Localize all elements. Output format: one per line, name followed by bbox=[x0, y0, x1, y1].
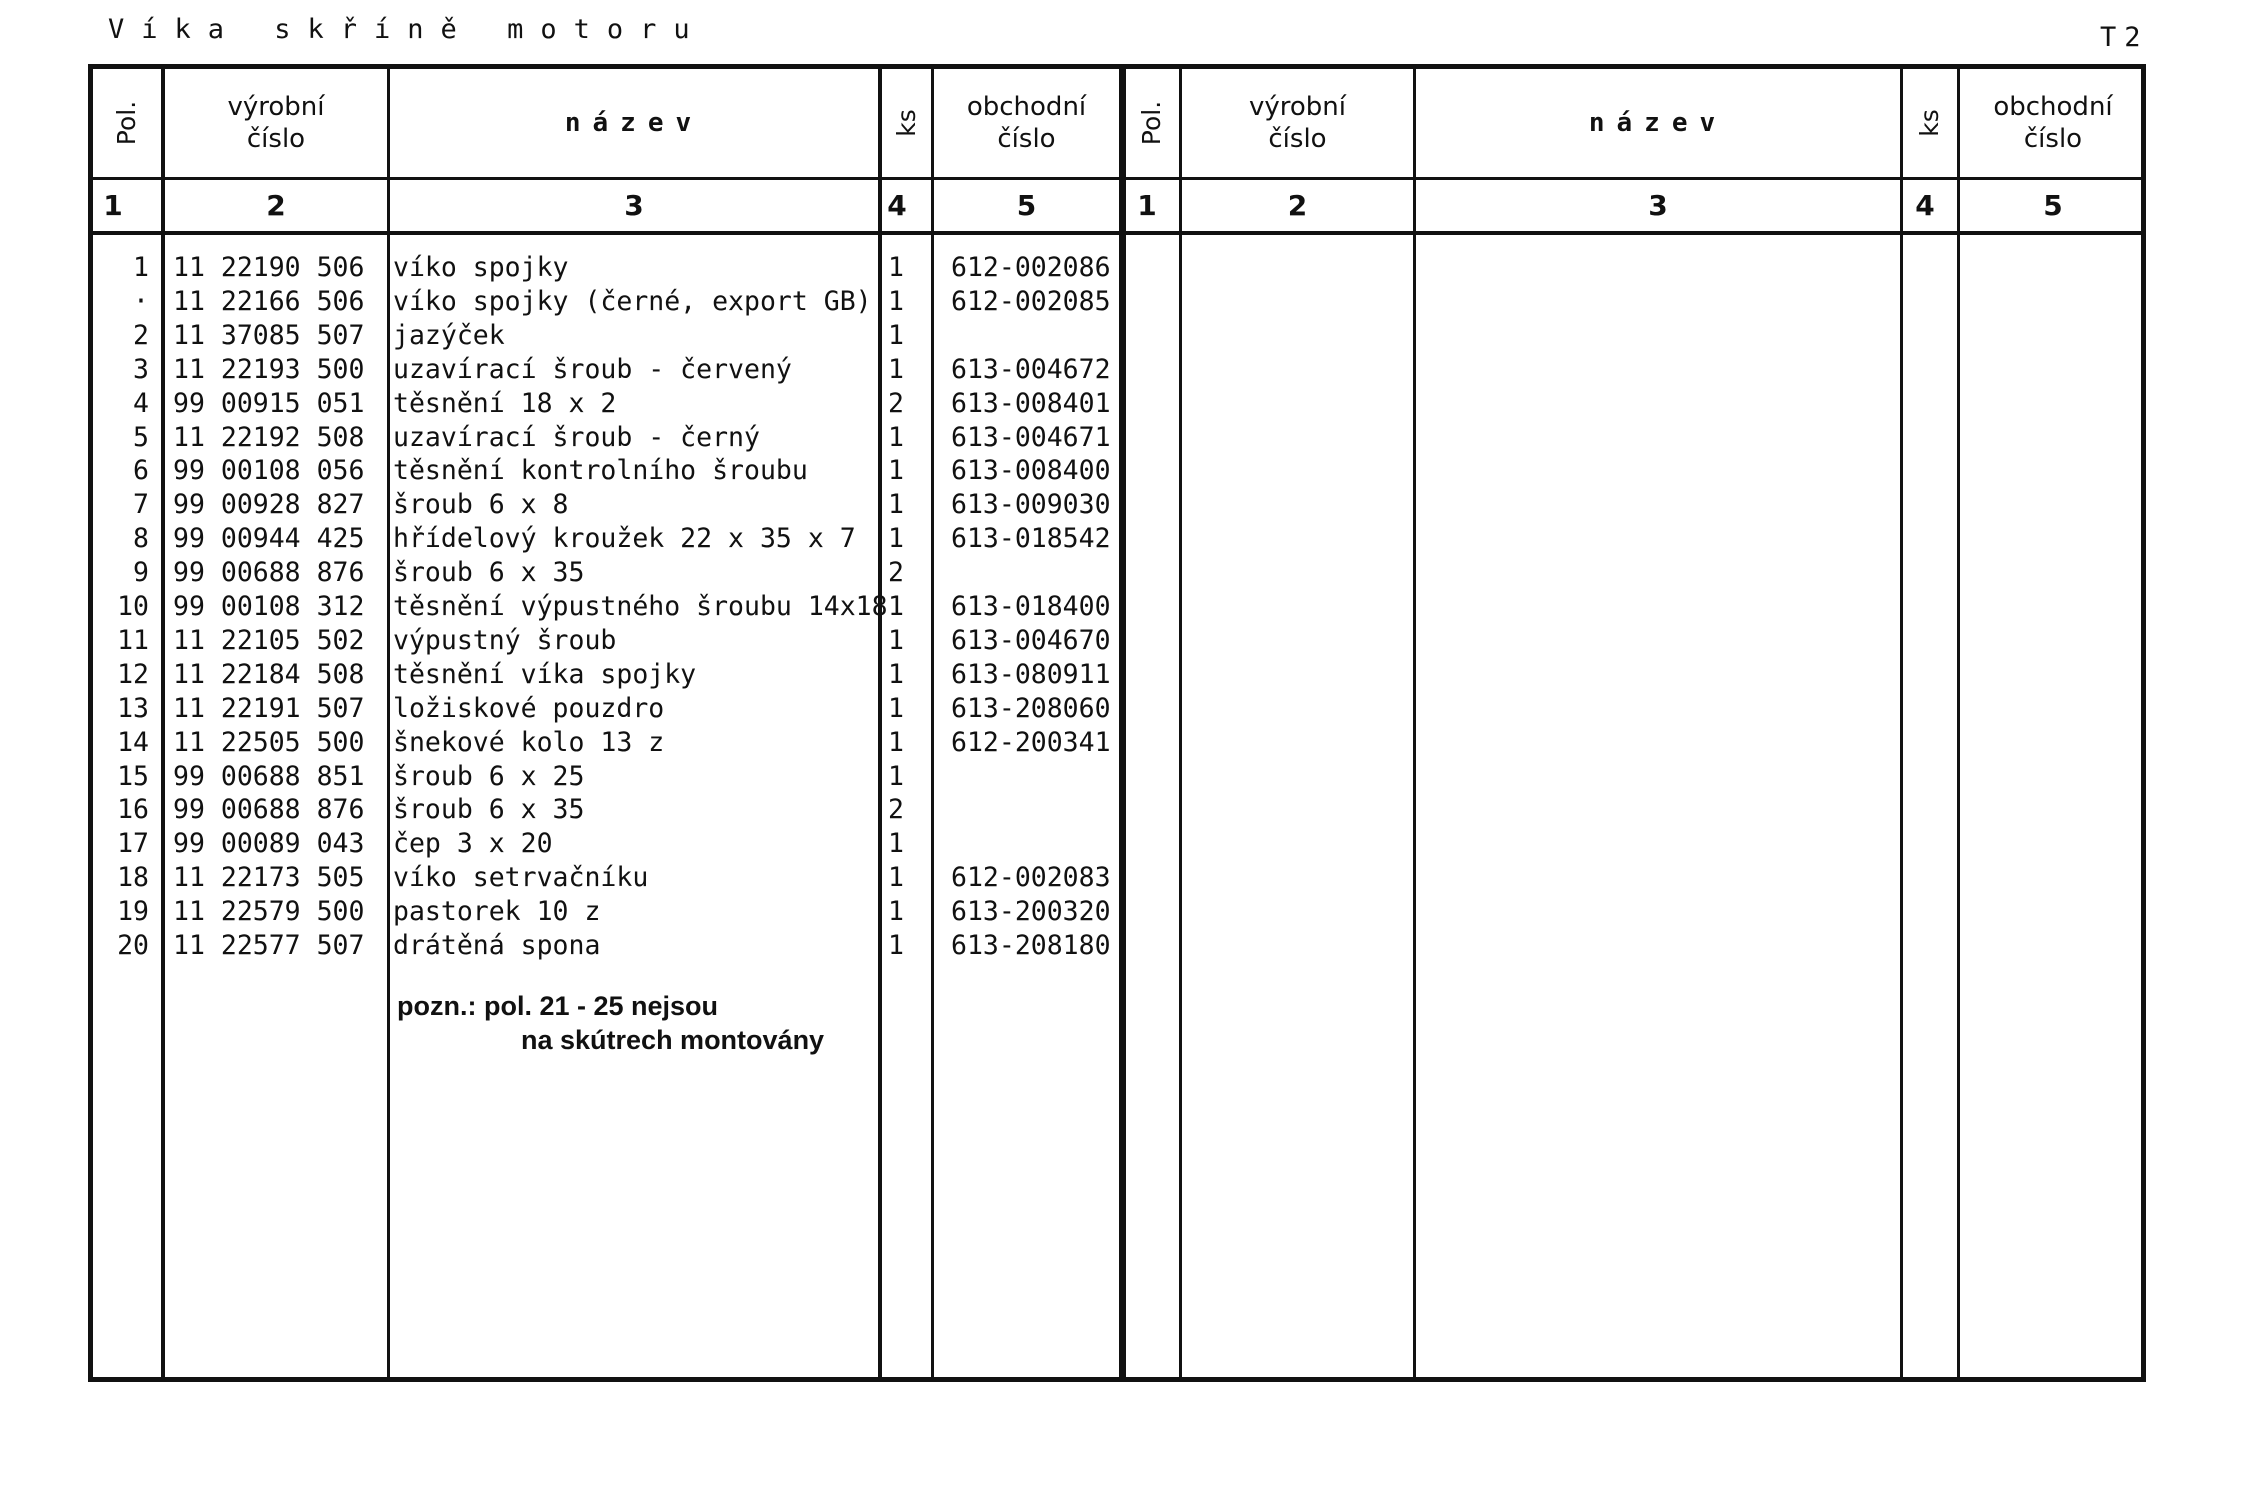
header-nazev-right: název bbox=[1588, 108, 1728, 138]
row-vyrobni-cislo: 11 22505 500 bbox=[173, 726, 365, 758]
header-vyrobni-cislo: výrobní číslo bbox=[227, 92, 325, 154]
col-number-3-right: 3 bbox=[1648, 189, 1668, 222]
note-line-1: pozn.: pol. 21 - 25 nejsou bbox=[397, 991, 719, 1021]
row-obchodni-cislo: 613-004672 bbox=[951, 353, 1111, 385]
col-number-1-right: 1 bbox=[1137, 189, 1157, 222]
col-number-4: 4 bbox=[887, 189, 907, 222]
row-pol: 11 bbox=[117, 624, 149, 656]
row-nazev: ložiskové pouzdro bbox=[393, 692, 665, 724]
row-nazev: šnekové kolo 13 z bbox=[393, 726, 665, 758]
row-ks: 2 bbox=[888, 557, 904, 589]
row-ks: 1 bbox=[888, 624, 904, 656]
row-nazev: pastorek 10 z bbox=[393, 896, 601, 928]
row-vyrobni-cislo: 99 00688 876 bbox=[173, 557, 365, 589]
row-ks: 1 bbox=[888, 489, 904, 521]
row-ks: 1 bbox=[888, 421, 904, 453]
row-pol: 17 bbox=[117, 828, 149, 860]
page-title: Víka skříně motoru bbox=[108, 14, 707, 45]
row-nazev: šroub 6 x 8 bbox=[393, 489, 569, 521]
row-obchodni-cislo: 612-002083 bbox=[951, 862, 1111, 894]
row-vyrobni-cislo: 11 37085 507 bbox=[173, 319, 365, 351]
row-ks: 1 bbox=[888, 896, 904, 928]
row-nazev: víko spojky (černé, export GB) bbox=[393, 285, 872, 317]
row-pol: 5 bbox=[133, 421, 149, 453]
row-pol: 8 bbox=[133, 523, 149, 555]
row-ks: 1 bbox=[888, 285, 904, 317]
row-pol: 16 bbox=[117, 794, 149, 826]
row-nazev: hřídelový kroužek 22 x 35 x 7 bbox=[393, 523, 856, 555]
row-vyrobni-cislo: 99 00944 425 bbox=[173, 523, 365, 555]
row-ks: 2 bbox=[888, 387, 904, 419]
row-ks: 1 bbox=[888, 828, 904, 860]
col-number-1: 1 bbox=[103, 189, 123, 222]
row-pol: 4 bbox=[133, 387, 149, 419]
row-vyrobni-cislo: 99 00688 876 bbox=[173, 794, 365, 826]
row-nazev: těsnění kontrolního šroubu bbox=[393, 455, 808, 487]
row-obchodni-cislo: 613-004670 bbox=[951, 624, 1111, 656]
row-vyrobni-cislo: 11 22191 507 bbox=[173, 692, 365, 724]
col-number-4-right: 4 bbox=[1915, 189, 1935, 222]
row-nazev: šroub 6 x 25 bbox=[393, 760, 585, 792]
row-ks: 1 bbox=[888, 862, 904, 894]
row-pol: 13 bbox=[117, 692, 149, 724]
row-vyrobni-cislo: 99 00108 056 bbox=[173, 455, 365, 487]
row-ks: 1 bbox=[888, 523, 904, 555]
header-obchodni-cislo-right: obchodní číslo bbox=[1993, 92, 2113, 154]
row-ks: 1 bbox=[888, 658, 904, 690]
row-nazev: drátěná spona bbox=[393, 930, 601, 961]
row-vyrobni-cislo: 11 22184 508 bbox=[173, 658, 365, 690]
row-ks: 1 bbox=[888, 726, 904, 758]
row-obchodni-cislo: 612-002085 bbox=[951, 285, 1111, 317]
note-line-2: na skútrech montovány bbox=[521, 1025, 825, 1055]
row-nazev: čep 3 x 20 bbox=[393, 828, 553, 860]
row-pol: 18 bbox=[117, 862, 149, 894]
row-obchodni-cislo: 613-208180 bbox=[951, 930, 1111, 961]
row-vyrobni-cislo: 11 22192 508 bbox=[173, 421, 365, 453]
row-pol: 9 bbox=[133, 557, 149, 589]
row-ks: 1 bbox=[888, 930, 904, 961]
row-nazev: jazýček bbox=[393, 319, 505, 351]
row-pol: 3 bbox=[133, 353, 149, 385]
row-vyrobni-cislo: 11 22105 502 bbox=[173, 624, 365, 656]
row-ks: 1 bbox=[888, 455, 904, 487]
row-obchodni-cislo: 613-009030 bbox=[951, 489, 1111, 521]
row-nazev: výpustný šroub bbox=[393, 624, 617, 656]
row-nazev: uzavírací šroub - černý bbox=[393, 421, 760, 453]
row-nazev: víko setrvačníku bbox=[393, 862, 649, 894]
col-number-2: 2 bbox=[266, 189, 286, 222]
row-pol: 2 bbox=[133, 319, 149, 351]
row-nazev: těsnění víka spojky bbox=[393, 658, 697, 690]
header-pol-right: Pol. bbox=[1137, 100, 1167, 146]
row-nazev: těsnění výpustného šroubu 14x18 bbox=[393, 591, 888, 622]
row-ks: 1 bbox=[888, 252, 904, 283]
row-obchodni-cislo: 613-008401 bbox=[951, 387, 1111, 419]
row-ks: 1 bbox=[888, 760, 904, 792]
row-vyrobni-cislo: 99 00928 827 bbox=[173, 489, 365, 521]
row-pol: 6 bbox=[133, 455, 149, 487]
row-obchodni-cislo: 613-018542 bbox=[951, 523, 1111, 555]
row-nazev: šroub 6 x 35 bbox=[393, 557, 585, 589]
row-pol: 10 bbox=[117, 591, 149, 622]
row-vyrobni-cislo: 99 00688 851 bbox=[173, 760, 365, 792]
row-vyrobni-cislo: 99 00108 312 bbox=[173, 591, 365, 622]
row-vyrobni-cislo: 11 22579 500 bbox=[173, 896, 365, 928]
row-obchodni-cislo: 613-208060 bbox=[951, 692, 1111, 724]
row-vyrobni-cislo: 11 22193 500 bbox=[173, 353, 365, 385]
row-ks: 1 bbox=[888, 319, 904, 351]
row-vyrobni-cislo: 99 00915 051 bbox=[173, 387, 365, 419]
header-obchodni-cislo: obchodní číslo bbox=[966, 92, 1087, 154]
row-pol: 15 bbox=[117, 760, 149, 792]
row-pol: · bbox=[133, 285, 149, 317]
row-obchodni-cislo: 612-200341 bbox=[951, 726, 1111, 758]
row-vyrobni-cislo: 99 00089 043 bbox=[173, 828, 365, 860]
row-nazev: víko spojky bbox=[393, 252, 569, 283]
row-vyrobni-cislo: 11 22577 507 bbox=[173, 930, 365, 961]
header-nazev: název bbox=[564, 108, 704, 138]
row-pol: 1 bbox=[133, 252, 149, 283]
col-number-3: 3 bbox=[624, 189, 644, 222]
row-nazev: uzavírací šroub - červený bbox=[393, 353, 792, 385]
row-pol: 20 bbox=[117, 930, 149, 961]
row-pol: 14 bbox=[117, 726, 149, 758]
col-number-5: 5 bbox=[1016, 189, 1037, 222]
row-ks: 1 bbox=[888, 353, 904, 385]
row-obchodni-cislo: 613-008400 bbox=[951, 455, 1111, 487]
row-ks: 1 bbox=[888, 692, 904, 724]
row-obchodni-cislo: 613-018400 bbox=[951, 591, 1111, 622]
row-vyrobni-cislo: 11 22173 505 bbox=[173, 862, 365, 894]
header-ks: ks bbox=[891, 109, 921, 137]
row-nazev: šroub 6 x 35 bbox=[393, 794, 585, 826]
row-pol: 19 bbox=[117, 896, 149, 928]
row-pol: 7 bbox=[133, 489, 149, 521]
header-vyrobni-cislo-right: výrobní číslo bbox=[1248, 92, 1346, 154]
row-obchodni-cislo: 612-002086 bbox=[951, 252, 1111, 283]
row-obchodni-cislo: 613-200320 bbox=[951, 896, 1111, 928]
row-vyrobni-cislo: 11 22166 506 bbox=[173, 285, 365, 317]
row-pol: 12 bbox=[117, 658, 149, 690]
row-nazev: těsnění 18 x 2 bbox=[393, 387, 617, 419]
row-obchodni-cislo: 613-080911 bbox=[951, 658, 1111, 690]
header-pol: Pol. bbox=[112, 100, 141, 146]
parts-table bbox=[88, 64, 2146, 1382]
row-ks: 2 bbox=[888, 794, 904, 826]
row-ks: 1 bbox=[888, 591, 904, 622]
header-ks-right: ks bbox=[1914, 109, 1944, 137]
col-number-2-right: 2 bbox=[1287, 189, 1308, 222]
row-obchodni-cislo: 613-004671 bbox=[951, 421, 1111, 453]
page-code: T2 bbox=[2100, 22, 2149, 53]
col-number-5-right: 5 bbox=[2043, 189, 2063, 222]
row-vyrobni-cislo: 11 22190 506 bbox=[173, 252, 365, 283]
